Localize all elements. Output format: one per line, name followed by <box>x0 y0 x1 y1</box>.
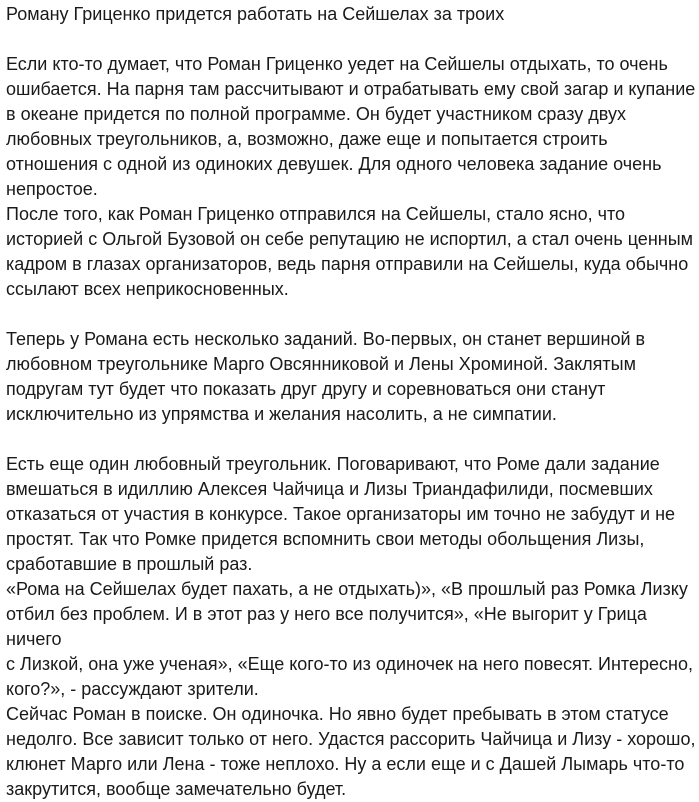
paragraph-tasks: Теперь у Романа есть несколько заданий. Во-первых, он станет вершиной в любовном треугольнике Марго Овсянниковой и Лены Хроминой. Заклятым подругам тут будет что показать друг другу и соревноваться они станут исключительно из упрямства и желания насолить, а не симпатии. <box>6 329 646 424</box>
article <box>6 0 696 802</box>
paragraph-viewer-quotes: «Рома на Сейшелах будет пахать, а не отдыхать)», «В прошлый раз Ромка Лизку отбил без проблем. И в этот раз у него все получится», «Не выгорит у Грица ничего с Лизкой, она уже ученая», «Еще кого-то из одиночек на него повесят. Интересно, кого?», - рассуждают зрители. <box>6 579 693 699</box>
spacer <box>6 427 696 452</box>
paragraph-reputation: После того, как Роман Гриценко отправился на Сейшелы, стало ясно, что историей с Ольгой Бузовой он себе репутацию не испортил, а стал очень ценным кадром в глазах организаторов, ведь парня отправили на Сейшелы, куда обычно ссылают всех неприкосновенных. <box>6 204 694 299</box>
spacer <box>6 27 696 52</box>
paragraph-intro: Если кто-то думает, что Роман Гриценко уедет на Сейшелы отдыхать, то очень ошибается. На парня там рассчитывают и отрабатывать ему свой загар и купание в океане придется по полной программе. Он будет участником сразу двух любовных треугольников, а, возможно, даже еще и попытается строить отношения с одной из одиноких девушек. Для одного человека задание очень непростое. <box>6 54 696 199</box>
paragraph-conclusion: Сейчас Роман в поиске. Он одиночка. Но явно будет пребывать в этом статусе недолго. Все зависит только от него. Удастся рассорить Чайчица и Лизу - хорошо, клюнет Марго или Лена - тоже неплохо. Ну а если еще и с Дашей Лымарь что-то закрутится, вообще замечательно будет. <box>6 704 696 799</box>
article-title: Роману Гриценко придется работать на Сейшелах за троих <box>6 4 505 24</box>
paragraph-second-triangle: Есть еще один любовный треугольник. Поговаривают, что Роме дали задание вмешаться в идиллию Алексея Чайчица и Лизы Триандафилиди, посмевших отказаться от участия в конкурсе. Такое организаторы им точно не забудут и не простят. Так что Ромке придется вспомнить свои методы обольщения Лизы, сработавшие в прошлый раз. <box>6 454 676 574</box>
spacer <box>6 302 696 327</box>
